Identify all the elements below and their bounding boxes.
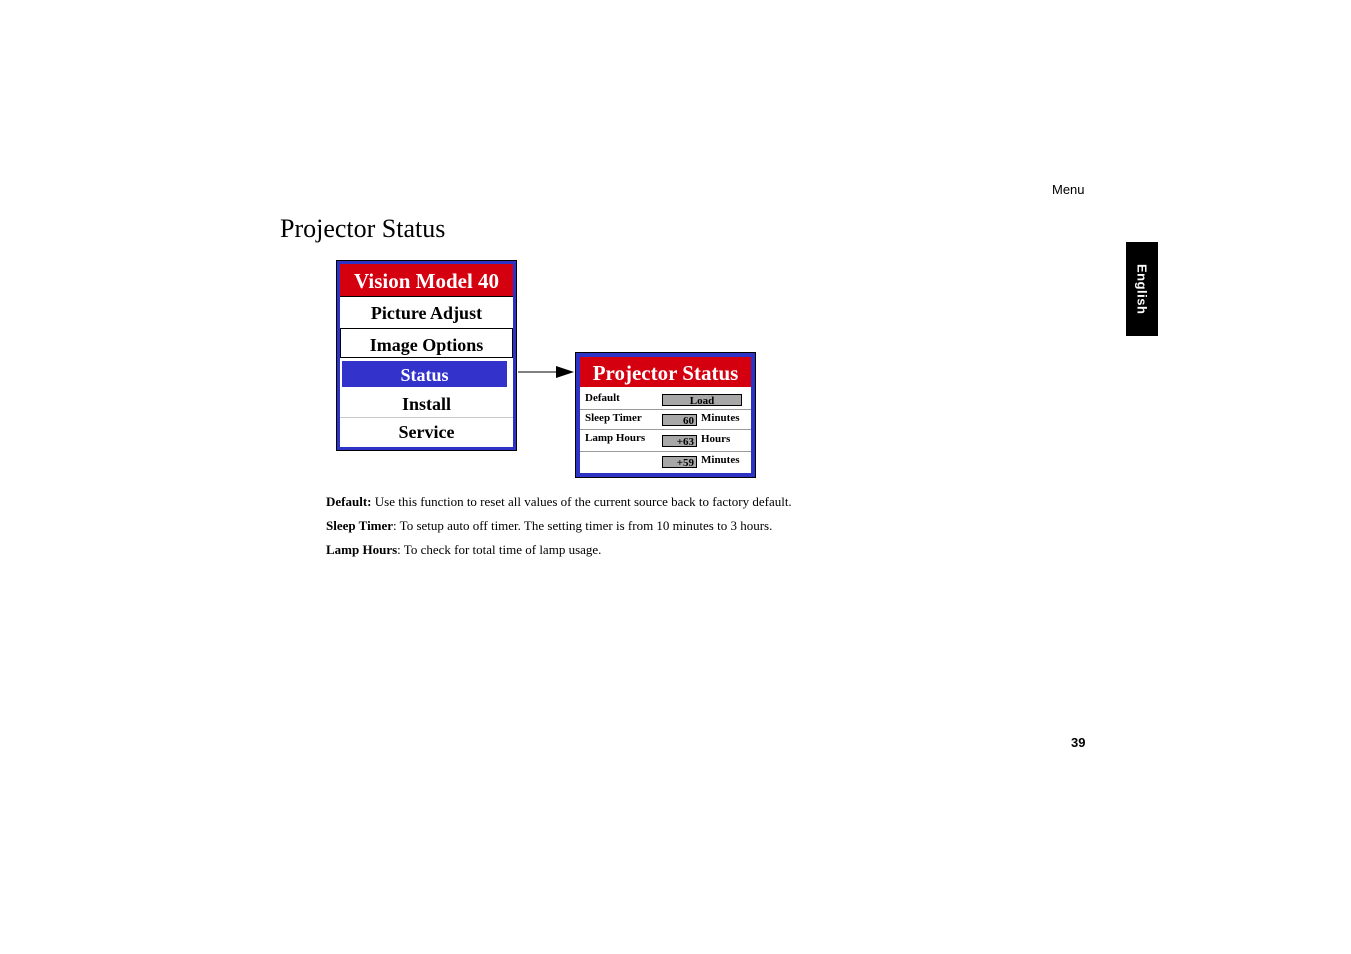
lamp-hours-value: +63 bbox=[662, 435, 697, 447]
status-row-unit: Minutes bbox=[701, 454, 740, 466]
language-tab-label: English bbox=[1134, 263, 1150, 315]
status-row-label: Lamp Hours bbox=[585, 432, 646, 444]
description-term: Sleep Timer bbox=[326, 518, 394, 533]
status-row-lamp-minutes bbox=[580, 452, 751, 470]
lamp-minutes-value: +59 bbox=[662, 456, 697, 468]
status-row-unit: Minutes bbox=[701, 412, 740, 424]
menu-item-install[interactable]: Install bbox=[340, 389, 513, 418]
projector-status-panel bbox=[575, 352, 756, 478]
description-term: Lamp Hours bbox=[326, 542, 398, 557]
menu-item-service[interactable]: Service bbox=[398, 422, 455, 442]
language-tab bbox=[1126, 242, 1158, 336]
page-number: 39 bbox=[1071, 735, 1086, 750]
page-title: Projector Status bbox=[280, 214, 446, 243]
status-row-sleep-timer bbox=[580, 409, 751, 430]
status-row-lamp-hours bbox=[580, 429, 751, 452]
description-text: Use this function to reset all values of the current source back to factory default. bbox=[371, 494, 792, 509]
description-sleep-timer bbox=[326, 518, 772, 534]
description-default bbox=[326, 494, 792, 510]
load-button[interactable]: Load bbox=[662, 394, 742, 406]
header-section-label: Menu bbox=[1052, 182, 1085, 197]
menu-item-image-options[interactable]: Image Options bbox=[340, 328, 513, 358]
arrow-right-icon bbox=[518, 364, 576, 380]
description-text: : To check for total time of lamp usage. bbox=[397, 542, 602, 557]
menu-item-picture-adjust[interactable]: Picture Adjust bbox=[340, 297, 513, 329]
status-row-default bbox=[580, 389, 751, 410]
main-menu-panel bbox=[336, 260, 517, 451]
status-panel-title: Projector Status bbox=[580, 357, 751, 387]
main-menu-body bbox=[340, 264, 513, 447]
sleep-timer-value[interactable]: 60 bbox=[662, 414, 697, 426]
status-row-unit: Hours bbox=[701, 433, 731, 445]
status-row-label: Sleep Timer bbox=[585, 412, 642, 424]
description-term: Default: bbox=[326, 494, 372, 509]
status-row-label: Default bbox=[585, 392, 620, 404]
main-menu-title: Vision Model 40 bbox=[340, 264, 513, 297]
description-text: : To setup auto off timer. The setting timer is from 10 minutes to 3 hours. bbox=[393, 518, 773, 533]
menu-item-status[interactable]: Status bbox=[342, 361, 507, 387]
description-lamp-hours bbox=[326, 542, 601, 558]
status-panel-body bbox=[580, 357, 751, 473]
